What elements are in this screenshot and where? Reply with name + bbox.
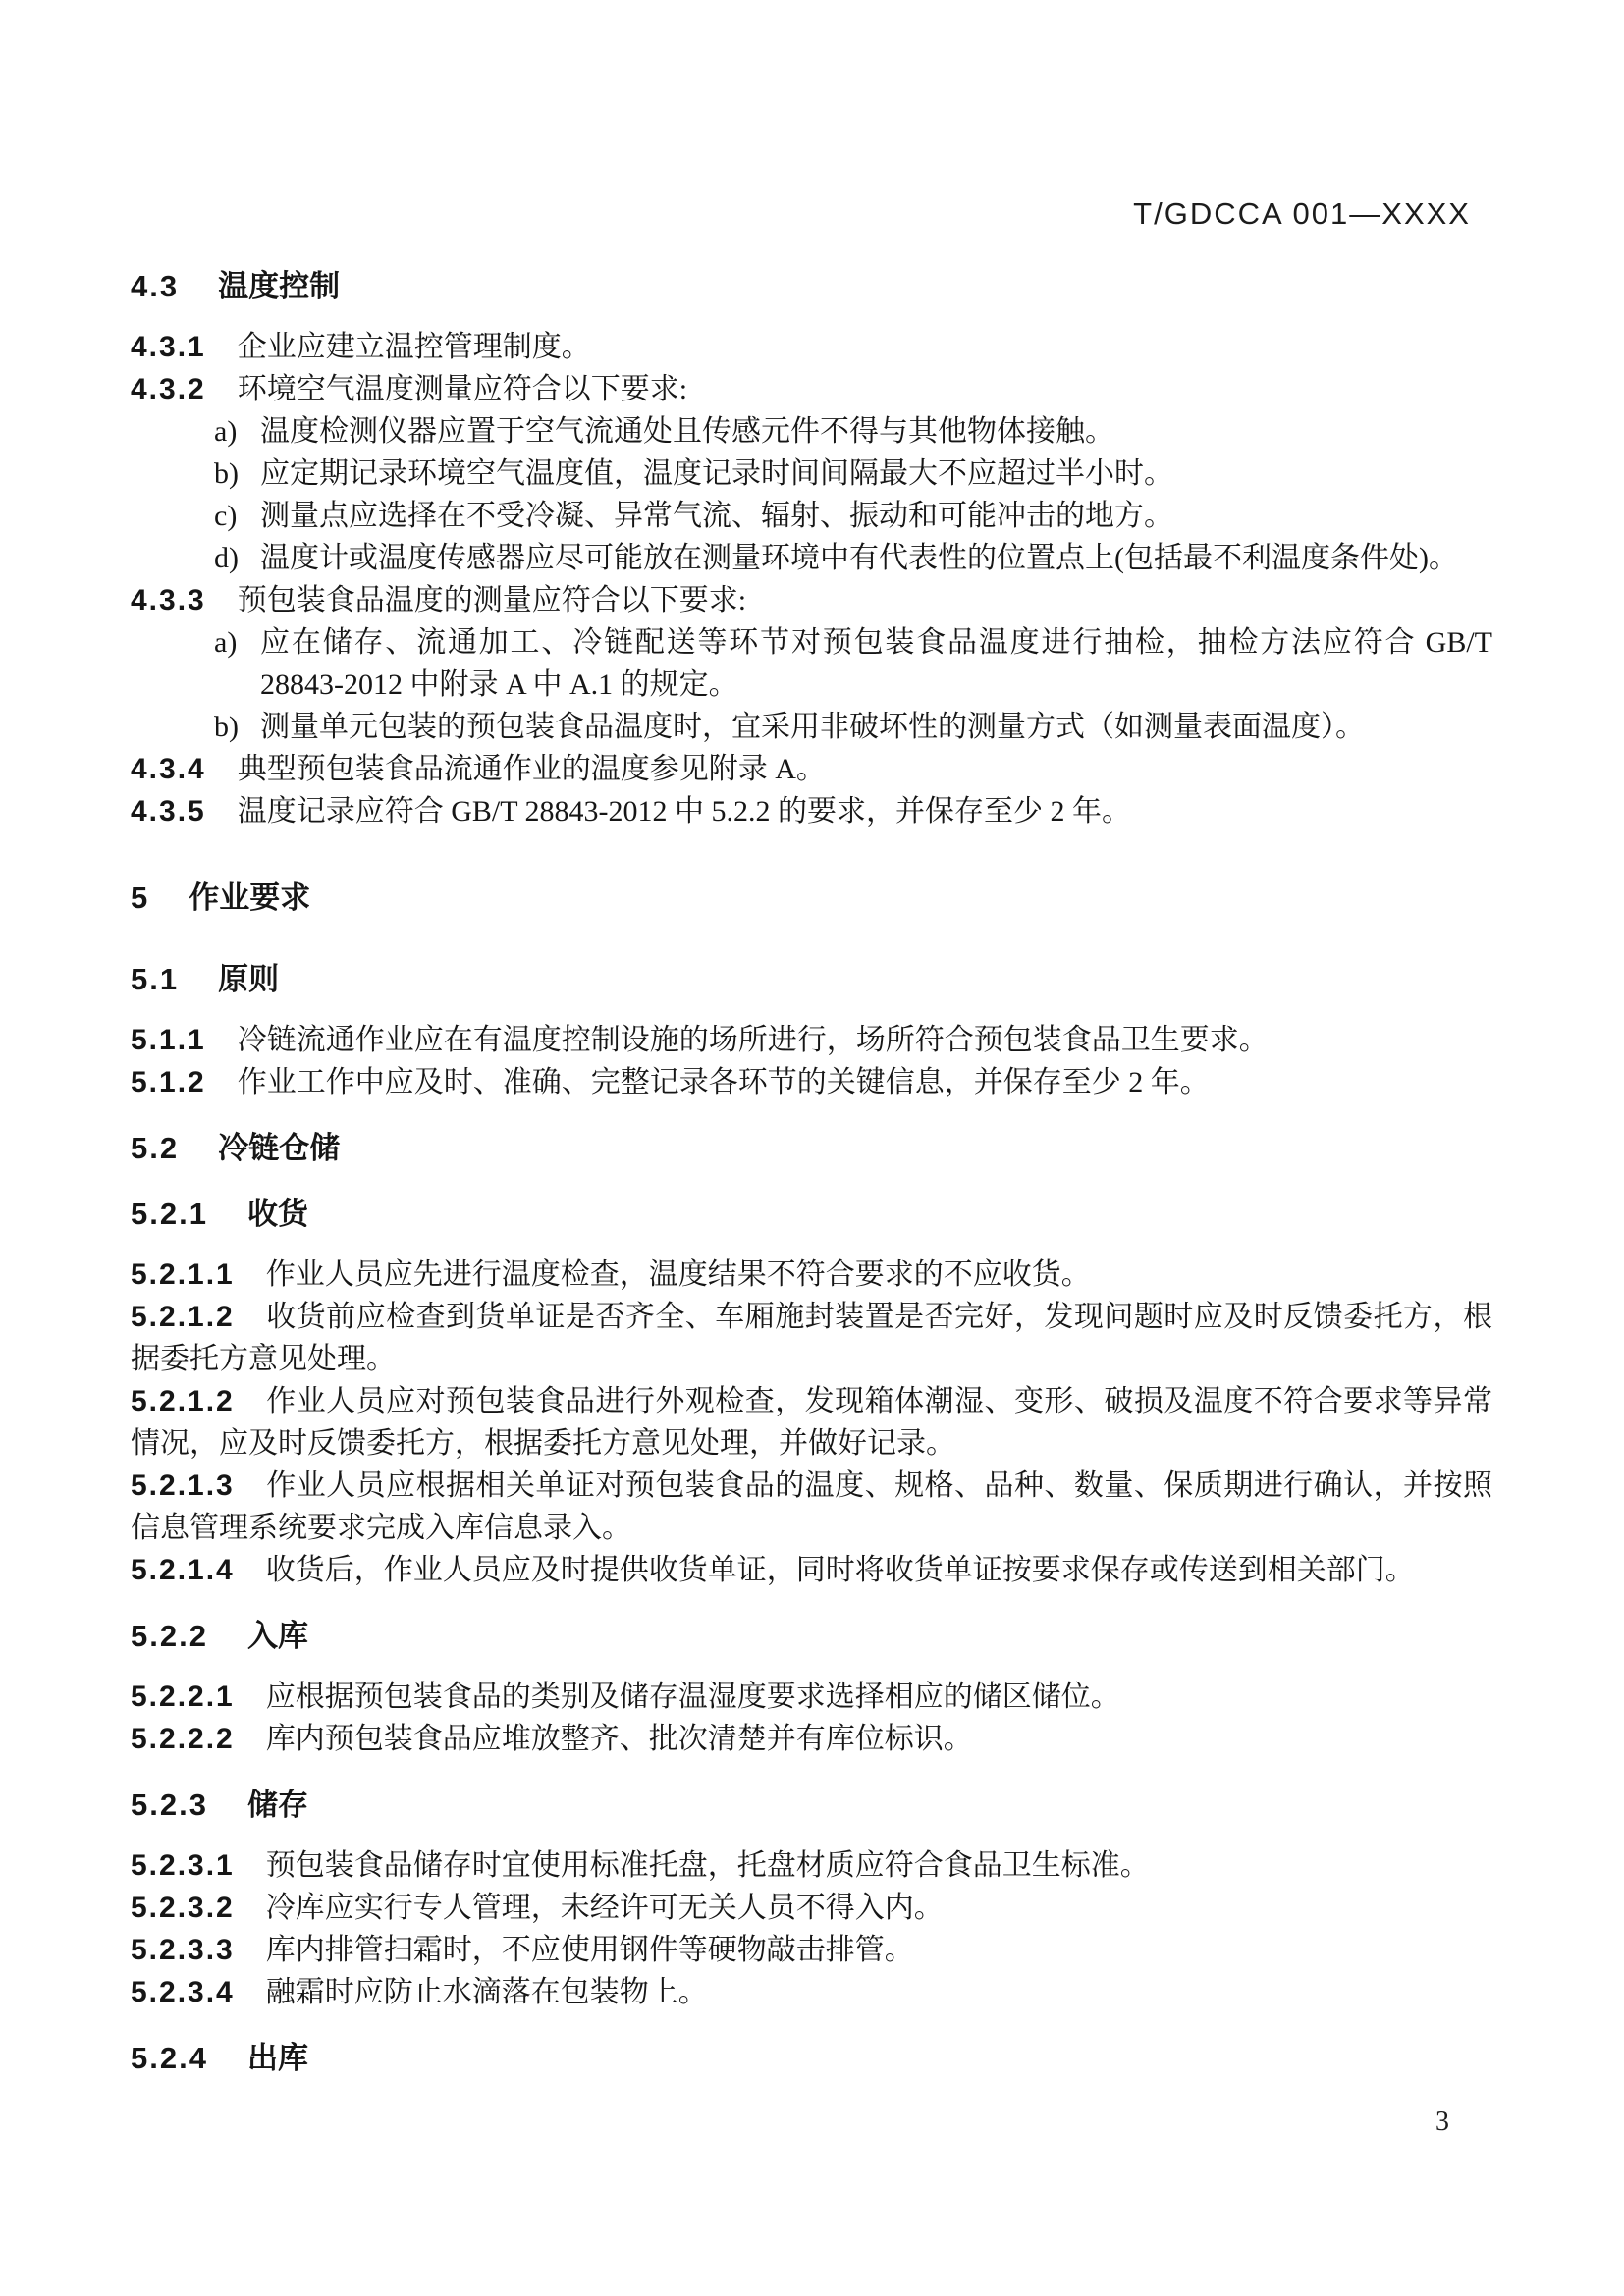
section-heading: [131, 265, 1492, 307]
clause-text: 预包装食品温度的测量应符合以下要求:: [237, 584, 747, 616]
section-heading: [131, 958, 1492, 1000]
clause-text: 典型预包装食品流通作业的温度参见附录 A。: [237, 753, 826, 785]
clause: [131, 1254, 1492, 1296]
clause-number: 5.2.3.3: [131, 1934, 235, 1966]
section-heading: [131, 1615, 1492, 1657]
heading-number: 5.2.3: [131, 1788, 208, 1822]
list-item: [131, 706, 1492, 748]
clause-number: 5.2.1.3: [131, 1469, 235, 1502]
clause: [131, 1296, 1492, 1380]
list-item-text: 温度计或温度传感器应尽可能放在测量环境中有代表性的位置点上(包括最不利温度条件处)。: [260, 542, 1458, 574]
heading-title: 冷链仓储: [218, 1131, 341, 1165]
heading-number: 5.2.2: [131, 1619, 208, 1653]
document-body: [131, 265, 1492, 2098]
clause: [131, 1971, 1492, 2013]
clause-number: 4.3.1: [131, 331, 206, 363]
clause-text: 应根据预包装食品的类别及储存温湿度要求选择相应的储区储位。: [265, 1681, 1120, 1713]
clause: [131, 326, 1492, 368]
heading-number: 5.1: [131, 962, 180, 996]
page-number: 3: [1435, 2107, 1449, 2137]
clause-text: 冷链流通作业应在有温度控制设施的场所进行，场所符合预包装食品卫生要求。: [237, 1024, 1269, 1056]
clause-number: 5.2.3.1: [131, 1849, 235, 1882]
clause: [131, 1380, 1492, 1465]
clause-text: 作业人员应先进行温度检查，温度结果不符合要求的不应收货。: [265, 1258, 1091, 1291]
clause-text: 企业应建立温控管理制度。: [237, 331, 591, 363]
list-item-marker: b): [214, 457, 239, 490]
clause-number: 5.2.3.2: [131, 1892, 235, 1924]
list-item-text: 温度检测仪器应置于空气流通处且传感元件不得与其他物体接触。: [260, 415, 1114, 448]
clause: [131, 1844, 1492, 1887]
list-item: [131, 621, 1492, 706]
section-heading: [131, 1127, 1492, 1169]
clause: [131, 1019, 1492, 1061]
section-heading: [131, 1193, 1492, 1235]
clause-text: 库内预包装食品应堆放整齐、批次清楚并有库位标识。: [265, 1723, 973, 1755]
clause-number: 5.1.1: [131, 1024, 206, 1056]
page-header: [1133, 196, 1471, 232]
heading-title: 作业要求: [189, 881, 311, 915]
list-item: [131, 495, 1492, 537]
list-item-marker: a): [214, 626, 238, 659]
clause: [131, 1887, 1492, 1929]
section-heading: [131, 2037, 1492, 2079]
heading-number: 5.2.4: [131, 2041, 208, 2075]
clause-number: 4.3.2: [131, 373, 206, 405]
clause: [131, 748, 1492, 790]
clause-number: 4.3.3: [131, 584, 206, 616]
clause-number: 5.2.3.4: [131, 1976, 235, 2008]
clause: [131, 1061, 1492, 1103]
clause-number: 5.2.2.1: [131, 1681, 235, 1713]
clause: [131, 579, 1492, 621]
clause-number: 4.3.5: [131, 795, 206, 828]
clause-text: 收货前应检查到货单证是否齐全、车厢施封装置是否完好，发现问题时应及时反馈委托方，根据委托方意见处理。: [131, 1301, 1492, 1375]
list-item-text: 测量单元包装的预包装食品温度时，宜采用非破坏性的测量方式（如测量表面温度）。: [260, 711, 1365, 743]
heading-title: 原则: [218, 962, 280, 996]
clause-text: 作业人员应对预包装食品进行外观检查，发现箱体潮湿、变形、破损及温度不符合要求等异常情况，应及时反馈委托方，根据委托方意见处理，并做好记录。: [131, 1385, 1492, 1460]
clause-text: 收货后，作业人员应及时提供收货单证，同时将收货单证按要求保存或传送到相关部门。: [265, 1554, 1415, 1586]
clause-text: 环境空气温度测量应符合以下要求:: [237, 373, 688, 405]
clause: [131, 1676, 1492, 1718]
clause: [131, 1549, 1492, 1591]
clause-text: 库内排管扫霜时，不应使用钢件等硬物敲击排管。: [265, 1934, 914, 1966]
list-item-text: 测量点应选择在不受冷凝、异常气流、辐射、振动和可能冲击的地方。: [260, 500, 1173, 532]
list-item-marker: d): [214, 542, 239, 574]
heading-title: 储存: [246, 1788, 308, 1822]
clause: [131, 790, 1492, 832]
clause: [131, 1465, 1492, 1549]
list-item: [131, 410, 1492, 453]
standard-number: T/GDCCA 001—XXXX: [1133, 196, 1471, 231]
clause-text: 作业工作中应及时、准确、完整记录各环节的关键信息，并保存至少 2 年。: [237, 1066, 1210, 1098]
list-item: [131, 453, 1492, 495]
clause: [131, 1929, 1492, 1971]
clause-number: 5.2.1.4: [131, 1554, 235, 1586]
clause-number: 5.2.1.2: [131, 1385, 235, 1417]
clause-text: 作业人员应根据相关单证对预包装食品的温度、规格、品种、数量、保质期进行确认，并按照信息管理系统要求完成入库信息录入。: [131, 1469, 1492, 1544]
heading-title: 收货: [246, 1197, 308, 1231]
heading-title: 入库: [246, 1619, 308, 1653]
clause-text: 温度记录应符合 GB/T 28843-2012 中 5.2.2 的要求，并保存至少 2 年。: [237, 795, 1132, 828]
clause-number: 5.2.1.1: [131, 1258, 235, 1291]
heading-title: 出库: [246, 2041, 308, 2075]
clause-number: 5.2.2.2: [131, 1723, 235, 1755]
list-item-marker: c): [214, 500, 238, 532]
chapter-heading: [131, 877, 1492, 919]
list-item-marker: a): [214, 415, 238, 448]
clause-text: 预包装食品储存时宜使用标准托盘，托盘材质应符合食品卫生标准。: [265, 1849, 1150, 1882]
list-item-text: 应在储存、流通加工、冷链配送等环节对预包装食品温度进行抽检，抽检方法应符合 GB/T 28843-2012 中附录 A 中 A.1 的规定。: [260, 626, 1492, 701]
heading-number: 5.2.1: [131, 1197, 208, 1231]
heading-number: 5.2: [131, 1131, 180, 1165]
heading-number: 5: [131, 881, 150, 915]
clause: [131, 368, 1492, 410]
section-heading: [131, 1784, 1492, 1826]
clause-number: 5.2.1.2: [131, 1301, 235, 1333]
list-item-marker: b): [214, 711, 239, 743]
list-item-text: 应定期记录环境空气温度值，温度记录时间间隔最大不应超过半小时。: [260, 457, 1173, 490]
clause-text: 冷库应实行专人管理，未经许可无关人员不得入内。: [265, 1892, 944, 1924]
list-item: [131, 537, 1492, 579]
clause-number: 4.3.4: [131, 753, 206, 785]
clause-number: 5.1.2: [131, 1066, 206, 1098]
clause-text: 融霜时应防止水滴落在包装物上。: [265, 1976, 708, 2008]
clause: [131, 1718, 1492, 1760]
heading-title: 温度控制: [218, 269, 341, 303]
heading-number: 4.3: [131, 269, 180, 303]
